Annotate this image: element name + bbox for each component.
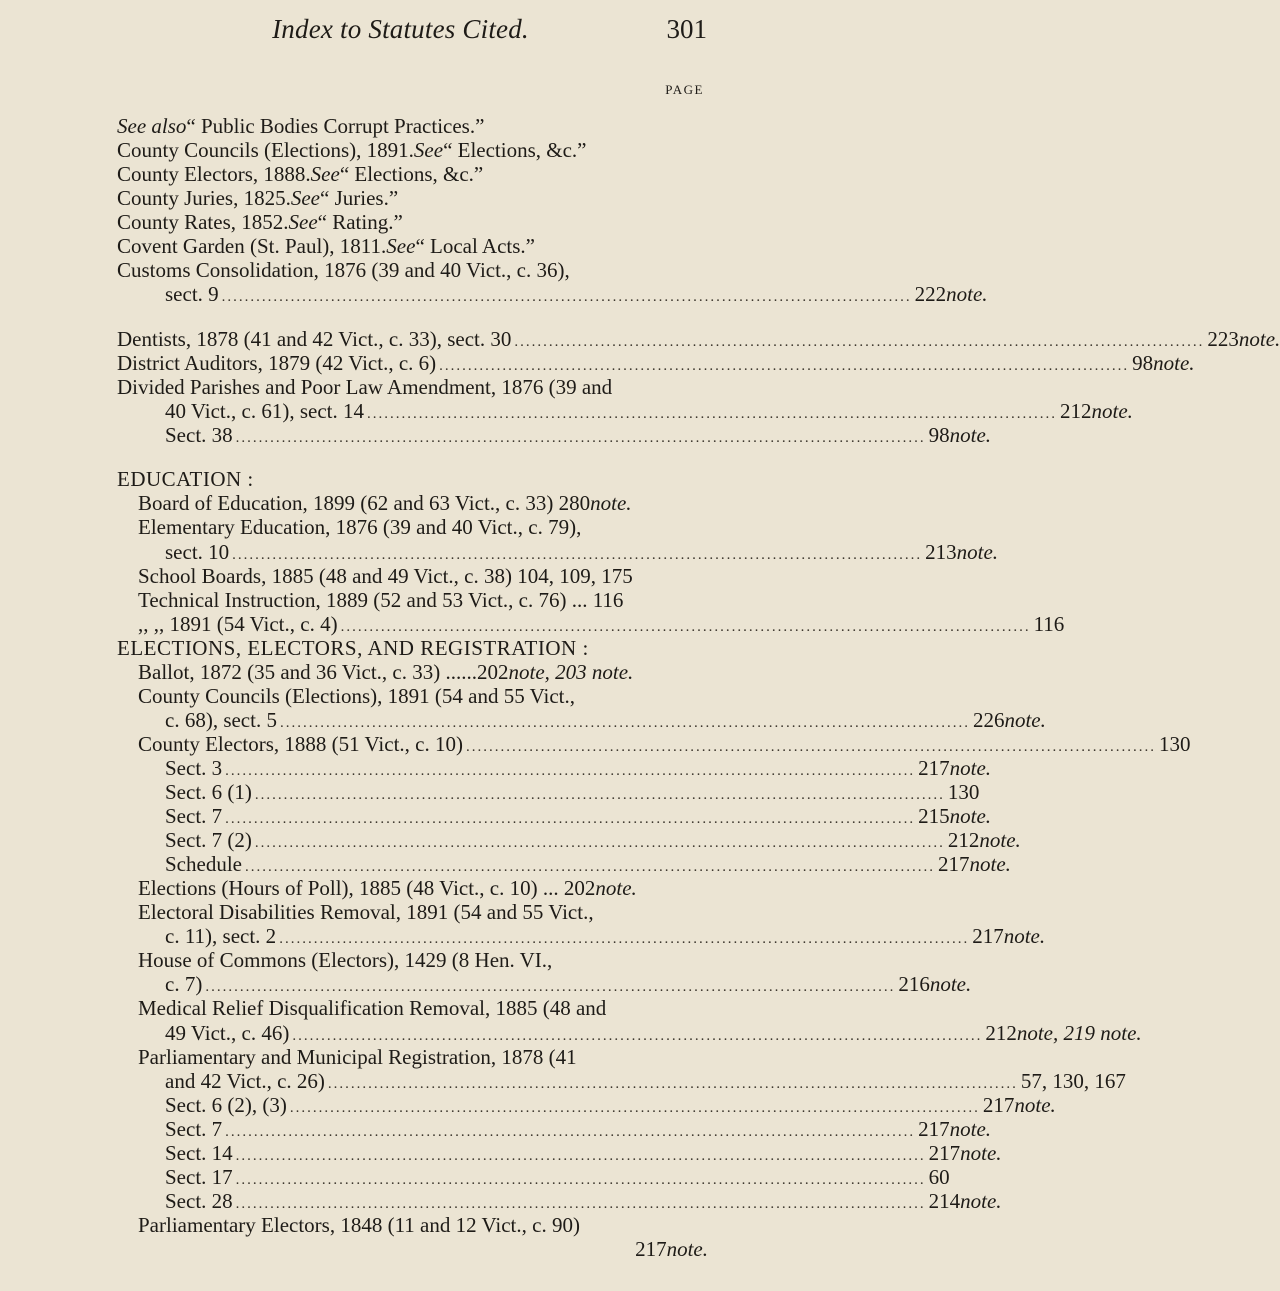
entry-text: Sect. 7	[165, 804, 223, 828]
entry-text: Sect. 6 (1)	[165, 780, 252, 804]
index-entry	[165, 1068, 1126, 1094]
note-marker: note.	[595, 876, 637, 900]
index-entry	[165, 1188, 1002, 1214]
index-entry	[117, 113, 484, 139]
see-reference: See	[386, 234, 416, 258]
entry-text: Sect. 7	[165, 1117, 223, 1141]
entry-text: Parliamentary and Municipal Registration, 1878 (41	[138, 1045, 577, 1069]
page-reference: 130	[947, 780, 980, 804]
note-marker: note.	[949, 423, 992, 447]
note-marker: note, 219 note.	[1016, 1021, 1142, 1045]
entry-text: Dentists, 1878 (41 and 42 Vict., c. 33), sect. 30	[117, 327, 512, 351]
entry-text: Customs Consolidation, 1876 (39 and 40 Vict., c. 36),	[117, 258, 570, 282]
page-reference: 212	[947, 828, 980, 852]
page-reference: 217	[635, 1237, 667, 1261]
index-entry	[117, 257, 570, 283]
index-entry	[165, 827, 1021, 853]
index-entry	[165, 1020, 1142, 1046]
entry-text: 49 Vict., c. 46)	[165, 1021, 290, 1045]
note-marker: note.	[1004, 708, 1046, 732]
note-marker: note.	[969, 852, 1011, 876]
entry-text: School Boards, 1885 (48 and 49 Vict., c. 38) 104, 109, 175	[138, 564, 633, 588]
note-marker: note.	[960, 1141, 1002, 1165]
page-reference: 98	[1132, 351, 1154, 375]
dot-leader: ........................................................................................................................	[235, 1172, 926, 1188]
dot-leader: ........................................................................................................................	[514, 334, 1205, 350]
page-reference: 98	[928, 423, 950, 447]
dot-leader: ........................................................................................................................	[225, 811, 916, 827]
dot-leader: ........................................................................................................................	[340, 619, 1031, 635]
page-column-label: PAGE	[665, 82, 704, 97]
note-marker: note.	[929, 972, 972, 996]
entry-text: Schedule	[165, 852, 242, 876]
see-reference: See	[413, 138, 444, 162]
page-reference: 217	[918, 756, 950, 780]
index-entry	[165, 923, 1046, 949]
page-reference: 216	[898, 972, 930, 996]
note-marker: note.	[979, 828, 1021, 852]
dot-leader: ........................................................................................................................	[235, 430, 926, 446]
dot-leader: ........................................................................................................................	[279, 931, 970, 947]
index-entry	[165, 971, 972, 997]
page-number: 301	[666, 14, 707, 44]
page-reference: 60	[928, 1165, 950, 1189]
note-marker: note.	[666, 1237, 708, 1261]
entry-text: Divided Parishes and Poor Law Amendment, 1876 (39 and	[117, 375, 613, 399]
entry-text: Sect. 6 (2), (3)	[165, 1093, 287, 1117]
page-reference: 217	[972, 924, 1004, 948]
index-entry	[165, 1092, 1056, 1118]
entry-text: House of Commons (Electors), 1429 (8 Hen. VI.,	[138, 948, 553, 972]
entry-text: County Juries, 1825.	[117, 186, 291, 210]
page-reference: 222	[914, 282, 947, 306]
dot-leader: ........................................................................................................................	[254, 787, 945, 803]
index-entry	[117, 161, 483, 187]
dot-leader: ........................................................................................................................	[244, 859, 935, 875]
note-marker: note.	[1003, 924, 1046, 948]
note-marker: note.	[1014, 1093, 1056, 1117]
section-heading	[117, 635, 589, 661]
cross-reference-text: “ Juries.”	[320, 186, 399, 210]
index-entry	[117, 185, 398, 211]
page-reference: 223	[1207, 327, 1239, 351]
cross-reference-text: “ Elections, &c.”	[339, 162, 484, 186]
dot-leader: ........................................................................................................................	[225, 1124, 916, 1140]
index-entry	[138, 1212, 580, 1238]
index-entry	[138, 683, 575, 709]
page-reference: 212	[1059, 399, 1092, 423]
index-entry	[165, 779, 980, 805]
header-title: Index to Statutes Cited.	[272, 14, 529, 44]
index-entry	[165, 422, 992, 448]
entry-text: Covent Garden (St. Paul), 1811.	[117, 234, 387, 258]
cross-reference-text: “ Elections, &c.”	[443, 138, 587, 162]
note-marker: note.	[1238, 327, 1280, 351]
dot-leader: ........................................................................................................................	[279, 715, 970, 731]
index-entry	[165, 851, 1011, 877]
entry-text: Technical Instruction, 1889 (52 and 53 Vict., c. 76) ... 116	[138, 588, 624, 612]
index-entry	[138, 731, 1191, 757]
cross-reference-text: “ Public Bodies Corrupt Practices.”	[186, 114, 485, 138]
see-reference: See also	[117, 114, 187, 138]
section-heading	[117, 466, 254, 492]
dot-leader: ........................................................................................................................	[225, 763, 916, 779]
dot-leader: ........................................................................................................................	[465, 739, 1156, 755]
index-entry	[138, 995, 606, 1021]
entry-text: County Councils (Elections), 1891 (54 and 55 Vict.,	[138, 684, 575, 708]
page-reference: 57, 130, 167	[1020, 1069, 1126, 1093]
entry-text: County Councils (Elections), 1891.	[117, 138, 414, 162]
page-reference: 213	[925, 540, 957, 564]
entry-text: Electoral Disabilities Removal, 1891 (54 and 55 Vict.,	[138, 900, 594, 924]
index-entry	[138, 563, 633, 589]
entry-text: Sect. 3	[165, 756, 223, 780]
index-entry	[117, 209, 403, 235]
page-reference: 217	[928, 1141, 961, 1165]
index-entry	[138, 611, 1065, 637]
index-entry	[117, 350, 1195, 376]
entry-text: Ballot, 1872 (35 and 36 Vict., c. 33) ......202	[138, 660, 509, 684]
entry-text: District Auditors, 1879 (42 Vict., c. 6)	[117, 351, 437, 375]
entry-text: Elections (Hours of Poll), 1885 (48 Vict., c. 10) ... 202	[138, 876, 596, 900]
running-header	[0, 14, 801, 50]
dot-leader: ........................................................................................................................	[254, 835, 945, 851]
dot-leader: ........................................................................................................................	[289, 1100, 980, 1116]
see-reference: See	[288, 210, 318, 234]
entry-text: sect. 9	[165, 282, 219, 306]
entry-text: Parliamentary Electors, 1848 (11 and 12 Vict., c. 90)	[138, 1213, 580, 1237]
entry-text: Medical Relief Disqualification Removal, 1885 (48 and	[138, 996, 607, 1020]
see-reference: See	[290, 186, 320, 210]
entry-text: 40 Vict., c. 61), sect. 14	[165, 399, 364, 423]
page-reference: 217	[918, 1117, 950, 1141]
index-entry	[117, 233, 535, 259]
entry-text: Elementary Education, 1876 (39 and 40 Vict., c. 79),	[138, 515, 582, 539]
note-marker: note, 203 note.	[508, 660, 634, 684]
index-entry	[165, 1140, 1002, 1166]
index-entry	[165, 707, 1046, 733]
note-marker: note.	[590, 491, 632, 515]
index-entry	[165, 1116, 992, 1142]
entry-text: sect. 10	[165, 540, 230, 564]
entry-text: County Rates, 1852.	[117, 210, 289, 234]
dot-leader: ........................................................................................................................	[232, 547, 923, 563]
index-entry	[138, 490, 632, 516]
dot-leader: ........................................................................................................................	[292, 1028, 983, 1044]
entry-text: c. 11), sect. 2	[165, 924, 277, 948]
entry-text: Board of Education, 1899 (62 and 63 Vict., c. 33) 280	[138, 491, 591, 515]
index-entry	[165, 803, 992, 829]
cross-reference-text: “ Rating.”	[317, 210, 403, 234]
note-marker: note.	[949, 804, 992, 828]
page-reference: 116	[1033, 612, 1065, 636]
entry-text: and 42 Vict., c. 26)	[165, 1069, 325, 1093]
dot-leader: ........................................................................................................................	[366, 406, 1057, 422]
cross-reference-text: “ Local Acts.”	[415, 234, 535, 258]
page-reference: 130	[1158, 732, 1191, 756]
dot-leader: ........................................................................................................................	[327, 1076, 1018, 1092]
entry-text: Sect. 38	[165, 423, 233, 447]
entry-text: ,, ,, 1891 (54 Vict., c. 4)	[138, 612, 338, 636]
note-marker: note.	[960, 1189, 1002, 1213]
index-entry	[165, 1164, 950, 1190]
index-entry	[165, 539, 999, 565]
page-reference: 212	[985, 1021, 1017, 1045]
index-entry	[117, 374, 612, 400]
index-entry	[138, 659, 633, 685]
note-marker: note.	[1091, 399, 1133, 423]
index-entry	[165, 398, 1133, 424]
index-entry	[138, 947, 552, 973]
index-entry	[138, 1044, 577, 1070]
entry-text: Sect. 28	[165, 1189, 233, 1213]
dot-leader: ........................................................................................................................	[205, 979, 896, 995]
note-marker: note.	[946, 282, 988, 306]
note-marker: note.	[949, 1117, 992, 1141]
dot-leader: ........................................................................................................................	[439, 358, 1130, 374]
entry-text: ELECTIONS, ELECTORS, AND REGISTRATION :	[117, 636, 589, 660]
index-entry	[165, 755, 992, 781]
index-entry	[138, 514, 581, 540]
index-entry	[614, 1236, 708, 1262]
index-entry	[165, 281, 988, 307]
dot-leader: ........................................................................................................................	[235, 1196, 926, 1212]
page-reference: 217	[937, 852, 970, 876]
entry-text: c. 68), sect. 5	[165, 708, 277, 732]
page-reference: 214	[928, 1189, 961, 1213]
entry-text: County Electors, 1888 (51 Vict., c. 10)	[138, 732, 463, 756]
entry-text: EDUCATION :	[117, 467, 254, 491]
entry-text: Sect. 7 (2)	[165, 828, 252, 852]
entry-text: c. 7)	[165, 972, 203, 996]
index-entry	[117, 137, 587, 163]
page-reference: 215	[918, 804, 950, 828]
page-reference: 217	[982, 1093, 1015, 1117]
index-entry	[138, 899, 594, 925]
page-reference: 226	[972, 708, 1005, 732]
index-entry	[117, 326, 1280, 352]
see-reference: See	[310, 162, 340, 186]
note-marker: note.	[949, 756, 992, 780]
index-entry	[138, 587, 623, 613]
note-marker: note.	[956, 540, 999, 564]
note-marker: note.	[1153, 351, 1195, 375]
entry-text: County Electors, 1888.	[117, 162, 311, 186]
dot-leader: ........................................................................................................................	[235, 1148, 926, 1164]
entry-text: Sect. 17	[165, 1165, 233, 1189]
entry-text: Sect. 14	[165, 1141, 233, 1165]
index-entry	[138, 875, 637, 901]
dot-leader: ........................................................................................................................	[221, 289, 912, 305]
